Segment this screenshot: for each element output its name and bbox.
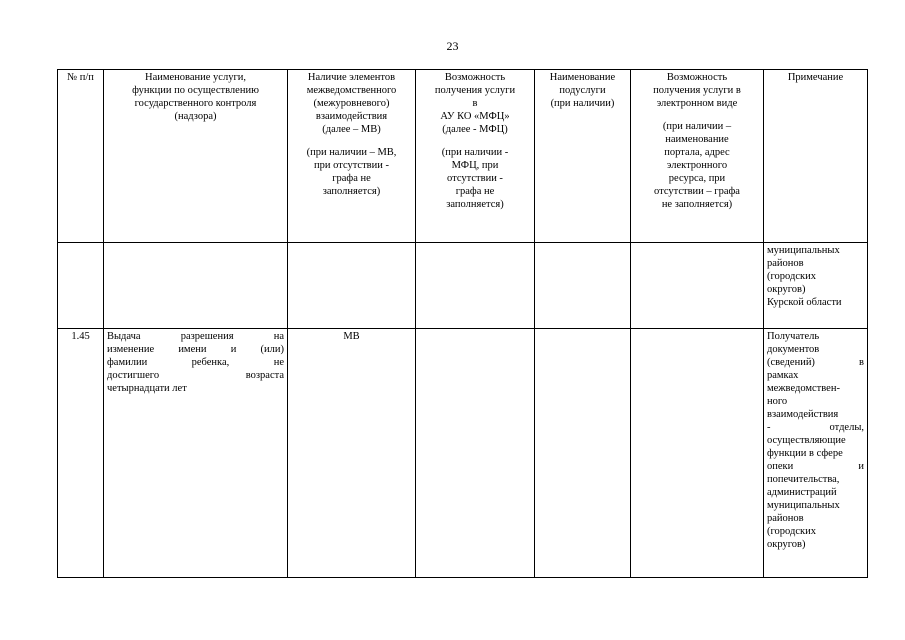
- table-row-1-45: [58, 329, 868, 578]
- header-num: № п/п: [58, 70, 104, 243]
- cell-mfc: [416, 329, 535, 578]
- note-part: попечительства, администраций муниципальных районов (городских округов): [767, 474, 840, 550]
- note-part: Получатель документов: [767, 331, 820, 355]
- header-mv: [288, 70, 416, 243]
- note-part: - отделы,: [767, 422, 864, 433]
- cell-electronic: [631, 329, 764, 578]
- note-part: рамках межведомствен- ного взаимодействия: [767, 370, 840, 420]
- header-mv-main: Наличие элементов межведомственного (межуровневого) взаимодействия (далее – МВ): [306, 72, 397, 135]
- header-electronic: [631, 70, 764, 243]
- cell-empty: [104, 243, 288, 329]
- service-name-line: Выдача разрешения на: [107, 331, 284, 342]
- cell-note: [764, 329, 868, 578]
- service-name-line: достигшего возраста: [107, 370, 284, 381]
- cell-continuation-note: муниципальных районов (городских округов) Курской области: [764, 243, 868, 329]
- service-name-line: фамилии ребенка, не: [107, 357, 284, 368]
- cell-empty: [58, 243, 104, 329]
- header-mfc-main: Возможность получения услуги в АУ КО «МФЦ» (далее - МФЦ): [434, 72, 516, 135]
- services-table: [57, 69, 868, 578]
- note-part: (сведений) в: [767, 357, 864, 368]
- header-electronic-main: Возможность получения услуги в электронном виде: [653, 72, 741, 109]
- cell-service-name: [104, 329, 288, 578]
- header-mv-note: (при наличии – МВ, при отсутствии - графа не заполняется): [306, 147, 397, 197]
- header-electronic-note: (при наличии – наименование портала, адрес электронного ресурса, при отсутствии – графа не заполняется): [654, 121, 740, 210]
- header-note: Примечание: [764, 70, 868, 243]
- cell-row-number: 1.45: [58, 329, 104, 578]
- cell-subservice: [535, 329, 631, 578]
- service-name-line: четырнадцати лет: [107, 383, 187, 394]
- table-header-row: [58, 70, 868, 243]
- page-number: 23: [446, 39, 459, 53]
- service-name-line: изменение имени и (или): [107, 344, 284, 355]
- cell-mv: МВ: [288, 329, 416, 578]
- table-row-continuation: [58, 243, 868, 329]
- cell-empty: [631, 243, 764, 329]
- header-mfc-note: (при наличии - МФЦ, при отсутствии - графа не заполняется): [441, 147, 509, 210]
- header-service-name: Наименование услуги, функции по осуществлению государственного контроля (надзора): [104, 70, 288, 243]
- note-part: опеки и: [767, 461, 864, 472]
- note-part: осуществляющие функции в сфере: [767, 435, 846, 459]
- cell-empty: [416, 243, 535, 329]
- header-subservice: Наименование подуслуги (при наличии): [535, 70, 631, 243]
- header-mfc: [416, 70, 535, 243]
- cell-empty: [288, 243, 416, 329]
- cell-empty: [535, 243, 631, 329]
